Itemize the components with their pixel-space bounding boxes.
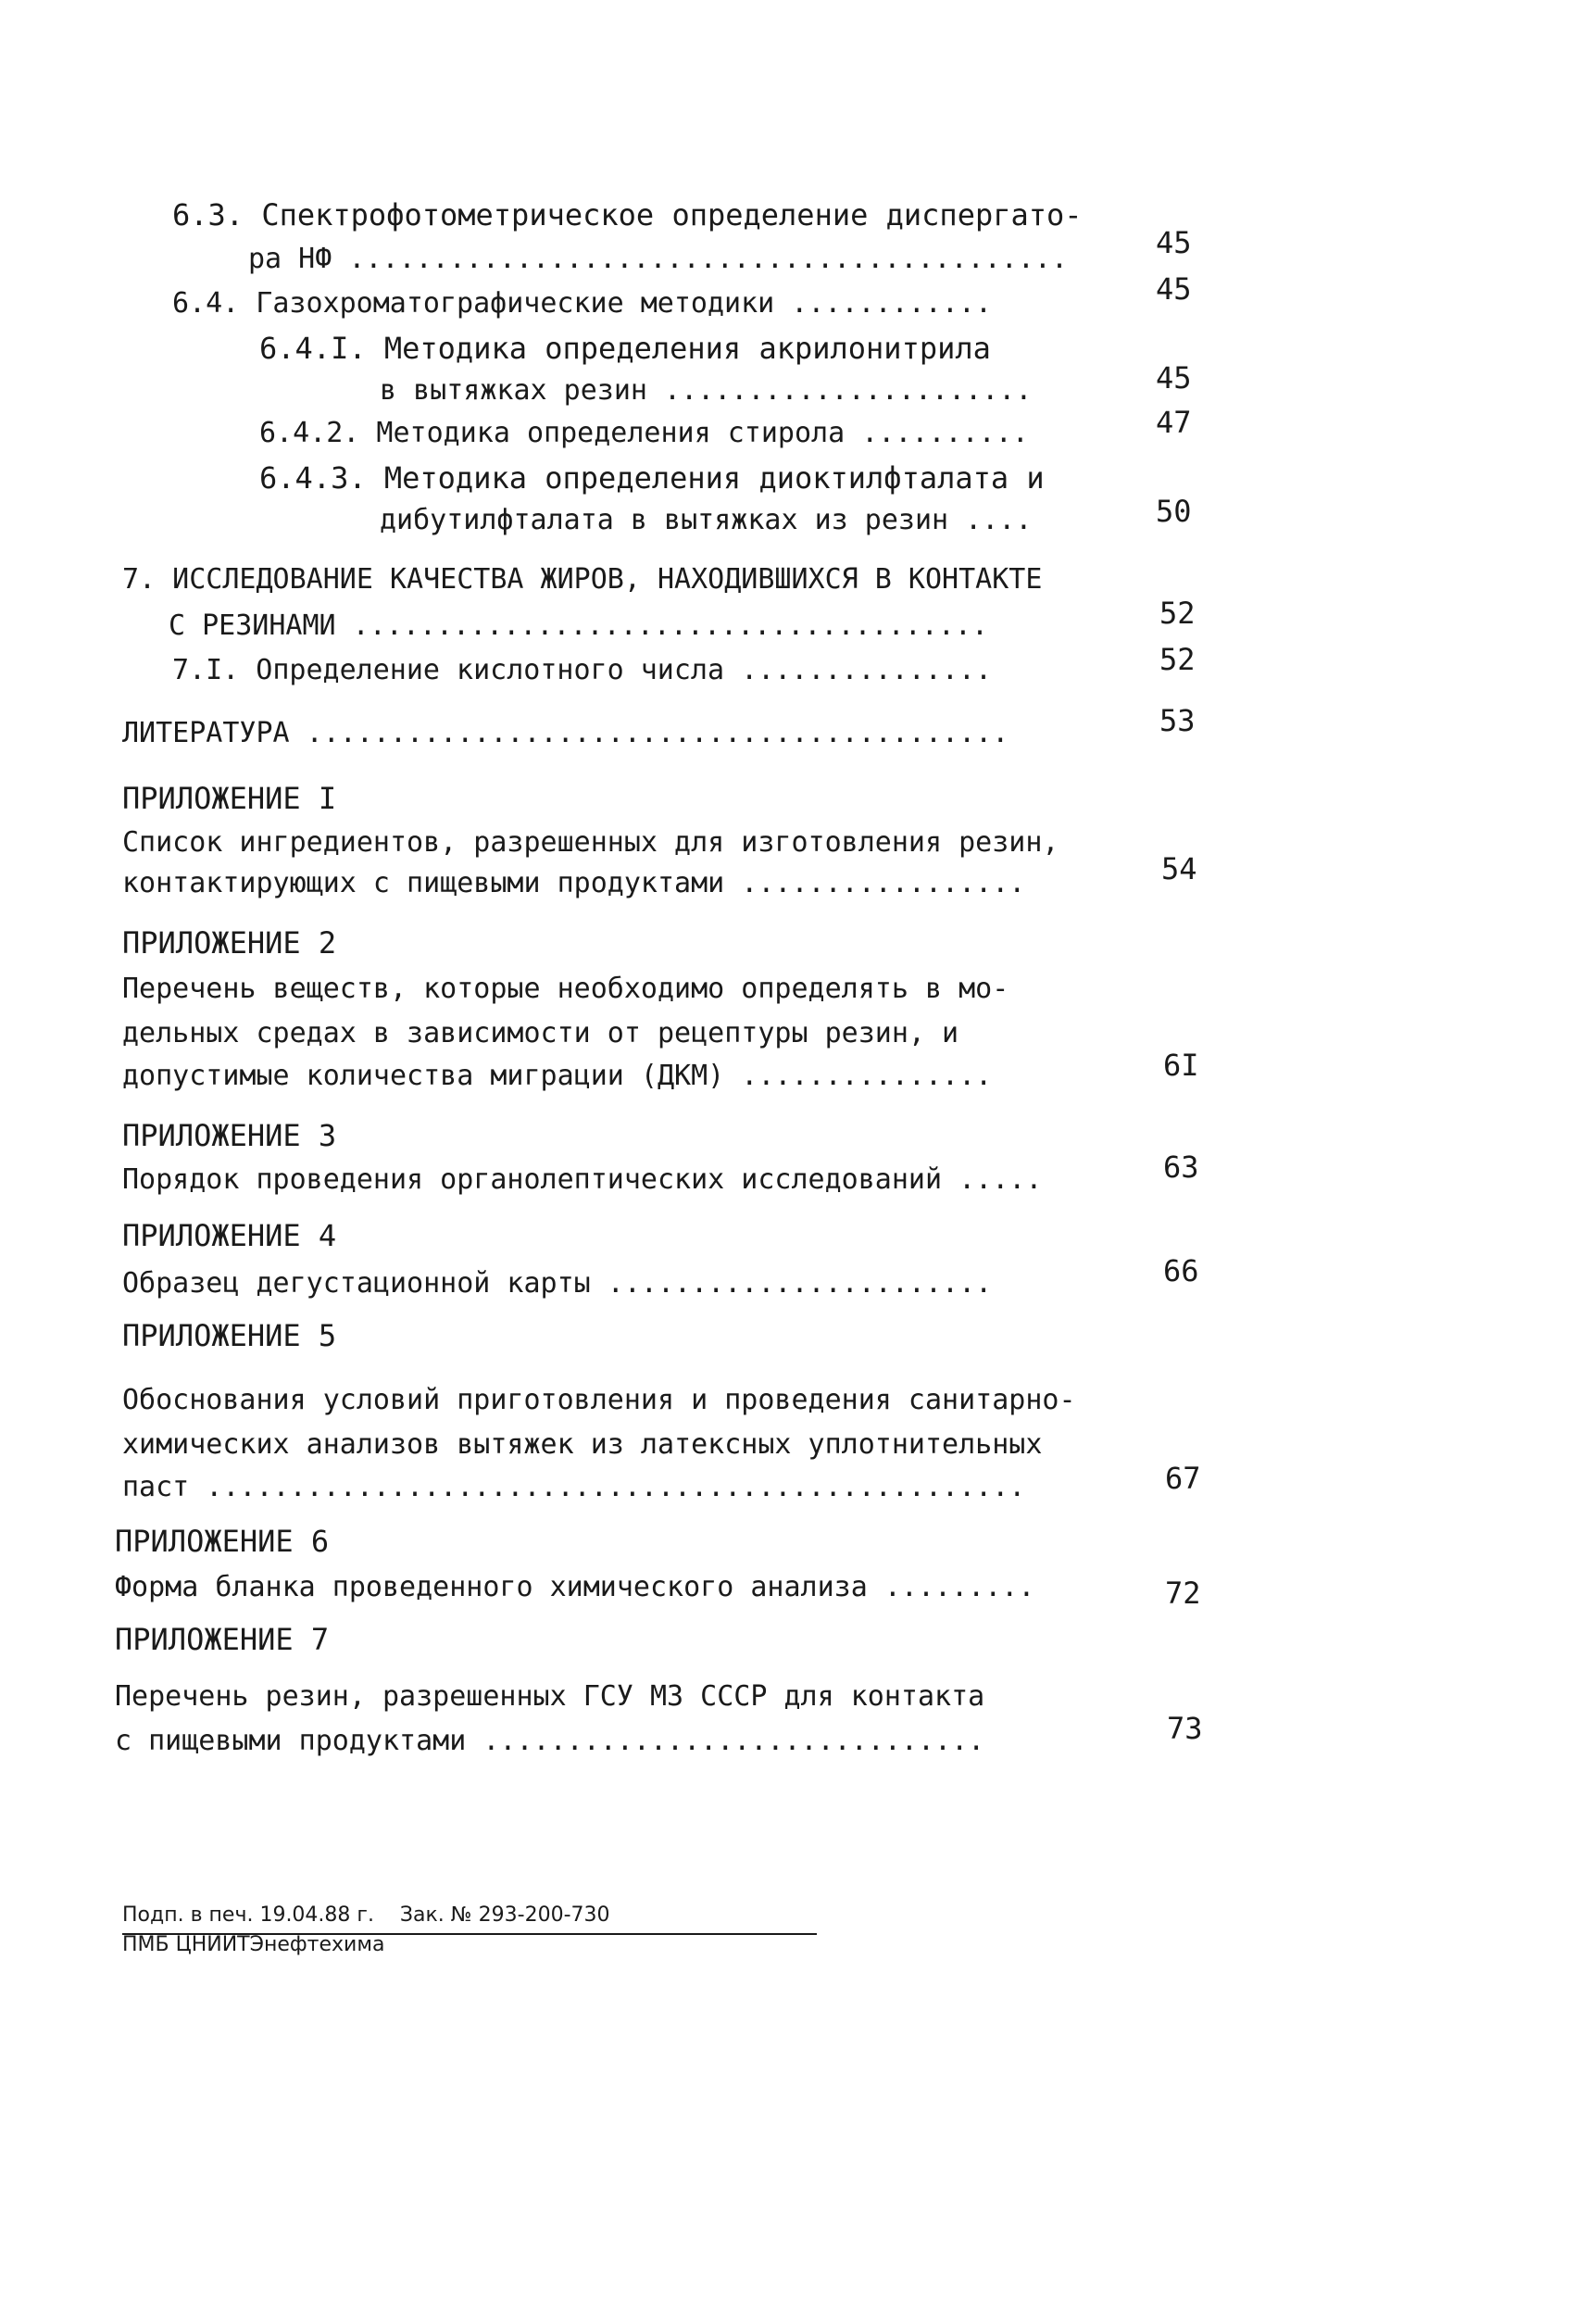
toc-line: ра НФ ........................................... bbox=[248, 243, 1069, 275]
page-number: 45 bbox=[1156, 360, 1192, 396]
toc-line: Образец дегустационной карты ....................... bbox=[122, 1267, 993, 1300]
toc-line: химических анализов вытяжек из латексных уплотнительных bbox=[122, 1428, 1043, 1461]
page-number: 63 bbox=[1163, 1149, 1199, 1185]
page-number: 52 bbox=[1159, 642, 1196, 677]
imprint-publisher: ПМБ ЦНИИТЭнефтехима bbox=[122, 1933, 385, 1956]
toc-line: дибутилфталата в вытяжках из резин .... bbox=[380, 504, 1033, 536]
toc-line: 6.4.I. Методика определения акрилонитрила bbox=[259, 331, 991, 366]
page-number: 53 bbox=[1159, 703, 1196, 738]
toc-line: 6.4.2. Методика определения стирола .......... bbox=[259, 417, 1029, 449]
appendix-heading: ПРИЛОЖЕНИЕ 7 bbox=[115, 1622, 330, 1657]
toc-line: 6.4.3. Методика определения диоктилфталата и bbox=[259, 460, 1045, 496]
toc-line: Обоснования условий приготовления и проведения санитарно- bbox=[122, 1384, 1076, 1416]
toc-line: Перечень резин, разрешенных ГСУ МЗ СССР для контакта bbox=[115, 1680, 985, 1713]
page-number: 45 bbox=[1156, 271, 1192, 307]
appendix-heading: ПРИЛОЖЕНИЕ 5 bbox=[122, 1318, 337, 1353]
page-number: 47 bbox=[1156, 405, 1192, 440]
toc-heading: ЛИТЕРАТУРА .......................................... bbox=[122, 717, 1009, 749]
toc-line: Перечень веществ, которые необходимо определять в мо- bbox=[122, 973, 1009, 1005]
toc-line: в вытяжках резин ...................... bbox=[380, 374, 1033, 407]
page-number: 6I bbox=[1163, 1048, 1199, 1083]
page-number: 67 bbox=[1165, 1461, 1201, 1496]
toc-line: Форма бланка проведенного химического анализа ......... bbox=[115, 1571, 1035, 1603]
toc-line: контактирующих с пищевыми продуктами ................. bbox=[122, 867, 1026, 899]
toc-heading: 7. ИССЛЕДОВАНИЕ КАЧЕСТВА ЖИРОВ, НАХОДИВШИХСЯ В КОНТАКТЕ bbox=[122, 563, 1043, 596]
page-number: 50 bbox=[1156, 494, 1192, 529]
toc-line: С РЕЗИНАМИ ...................................... bbox=[169, 609, 989, 642]
imprint-signed-line: Подп. в печ. 19.04.88 г. Зак. № 293-200-730 bbox=[122, 1903, 610, 1927]
toc-line: 6.3. Спектрофотометрическое определение диспергато- bbox=[172, 197, 1083, 232]
appendix-heading: ПРИЛОЖЕНИЕ 6 bbox=[115, 1524, 330, 1559]
appendix-heading: ПРИЛОЖЕНИЕ 2 bbox=[122, 925, 337, 961]
toc-line: 6.4. Газохроматографические методики ............ bbox=[172, 287, 993, 320]
toc-line: Список ингредиентов, разрешенных для изготовления резин, bbox=[122, 826, 1059, 859]
page-number: 52 bbox=[1159, 596, 1196, 631]
appendix-heading: ПРИЛОЖЕНИЕ I bbox=[122, 781, 337, 816]
toc-line: Порядок проведения органолептических исследований ..... bbox=[122, 1163, 1043, 1196]
appendix-heading: ПРИЛОЖЕНИЕ 4 bbox=[122, 1218, 337, 1253]
toc-line: дельных средах в зависимости от рецептуры резин, и bbox=[122, 1017, 959, 1049]
toc-line: паст ................................................. bbox=[122, 1471, 1026, 1503]
toc-line: допустимые количества миграции (ДКМ) ............... bbox=[122, 1060, 993, 1092]
page-number: 72 bbox=[1165, 1576, 1201, 1611]
page-number: 73 bbox=[1167, 1711, 1203, 1746]
page-number: 66 bbox=[1163, 1253, 1199, 1288]
appendix-heading: ПРИЛОЖЕНИЕ 3 bbox=[122, 1118, 337, 1153]
toc-line: с пищевыми продуктами .............................. bbox=[115, 1725, 985, 1757]
page-number: 54 bbox=[1161, 851, 1197, 886]
page-number: 45 bbox=[1156, 225, 1192, 260]
toc-line: 7.I. Определение кислотного числа ............... bbox=[172, 654, 993, 686]
